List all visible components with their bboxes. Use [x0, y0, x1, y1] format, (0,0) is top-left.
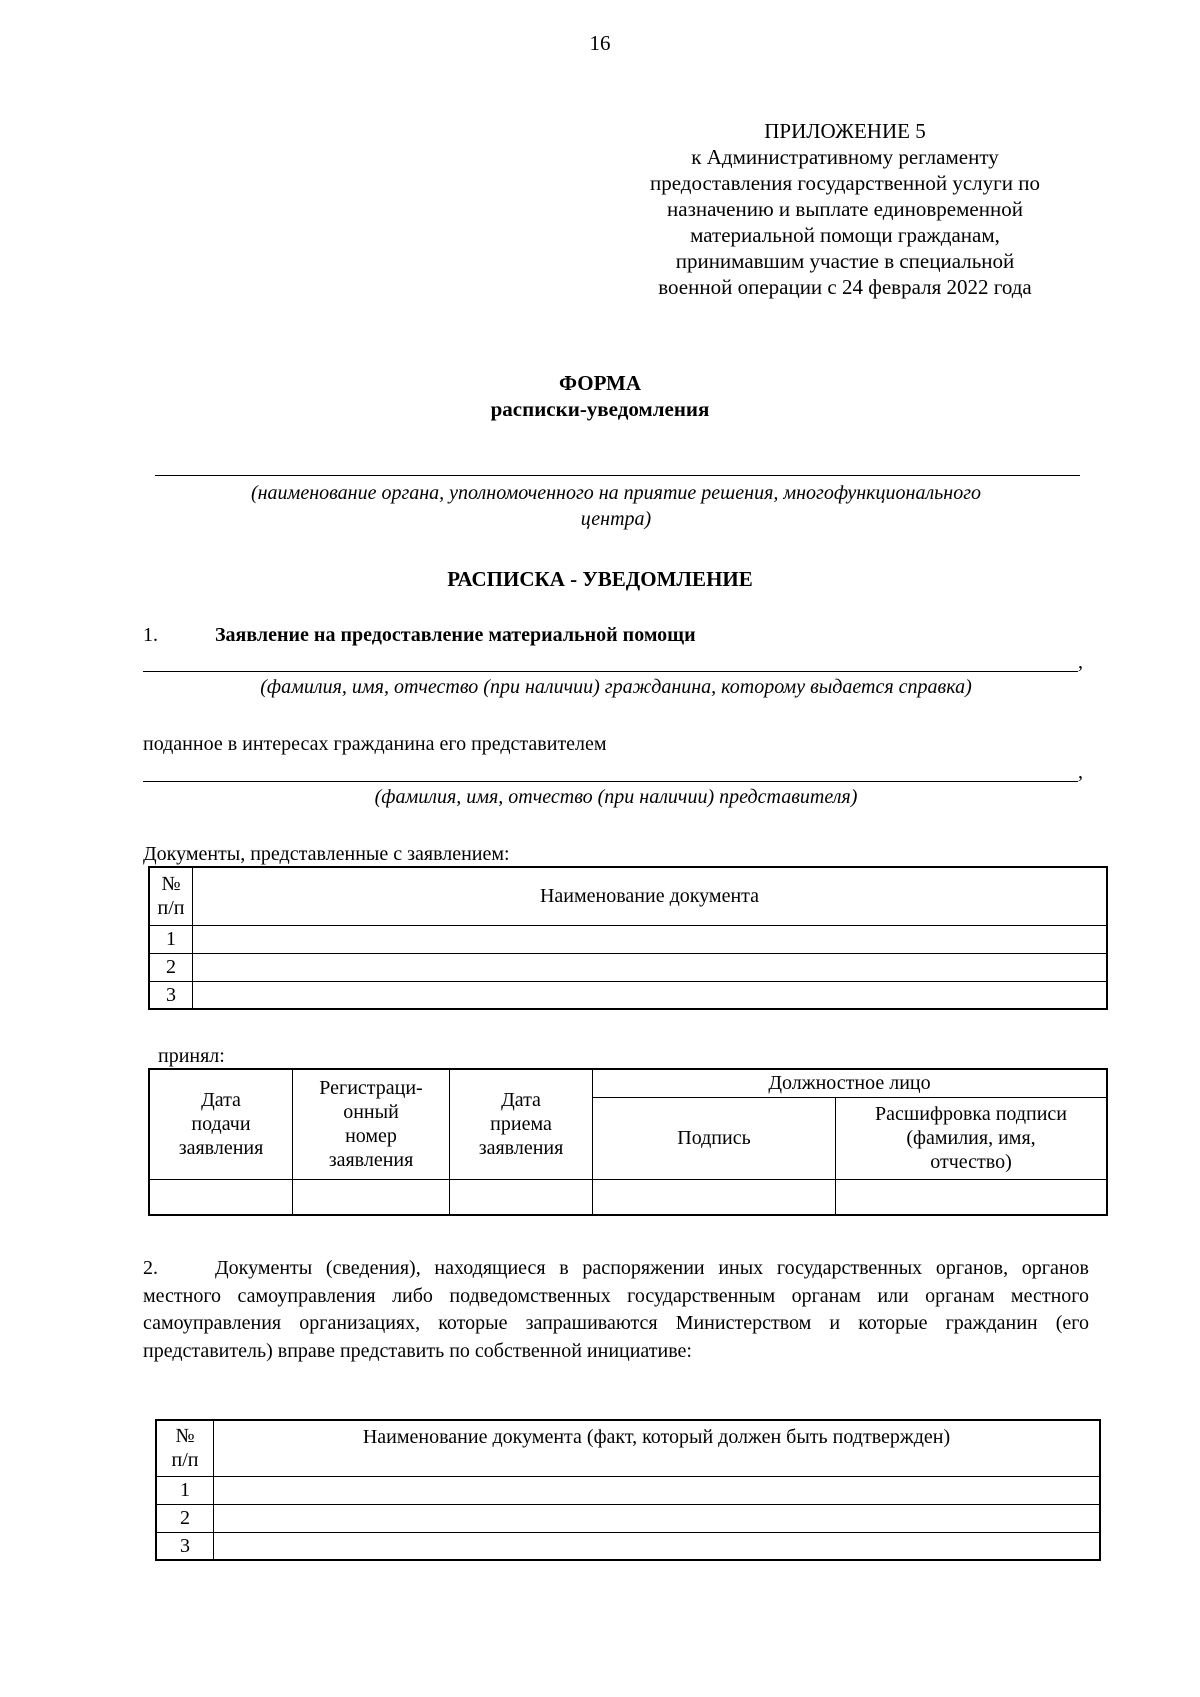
header-line: отчество) [930, 1151, 1012, 1173]
representative-text: поданное в интересах гражданина его представителем [143, 733, 607, 755]
appendix-line: материальной помощи гражданам, [690, 223, 1000, 247]
citizen-note: (фамилия, имя, отчество (при наличии) гражданина, которому выдается справка) [260, 676, 972, 698]
table-row [156, 1532, 1100, 1560]
appendix-line: предоставления государственной услуги по [650, 171, 1040, 195]
organ-note-line2: центра) [580, 508, 652, 530]
documents-label: Документы, представленные с заявлением: [143, 843, 510, 865]
form-title [0, 370, 1200, 422]
representative-comma: , [1078, 761, 1083, 783]
col-name-header: Наименование документа (факт, который должен быть подтвержден) [214, 1420, 1101, 1476]
row-cell[interactable] [214, 1504, 1101, 1532]
col-name-header: Наименование документа [193, 867, 1108, 925]
receipt-title: РАСПИСКА - УВЕДОМЛЕНИЕ [447, 567, 753, 591]
header-line: заявления [478, 1137, 564, 1160]
col-decode-header [836, 1097, 1108, 1179]
documents-table [148, 866, 1108, 1010]
col-num-line2: п/п [171, 1449, 199, 1472]
row-number: 2 [149, 953, 193, 981]
row-cell[interactable] [193, 981, 1108, 1009]
organ-blank-line [155, 475, 1080, 476]
date-accept-cell[interactable] [450, 1179, 593, 1215]
header-line: Дата [201, 1089, 241, 1112]
table-row [156, 1476, 1100, 1504]
table-row [149, 953, 1107, 981]
form-title-line2: расписки-уведомления [490, 397, 710, 421]
row-cell[interactable] [214, 1476, 1101, 1504]
row-cell[interactable] [193, 953, 1108, 981]
appendix-line: к Административному регламенту [691, 145, 999, 169]
header-line: онный [343, 1101, 399, 1124]
page-number: 16 [589, 31, 611, 55]
organ-note [143, 480, 1089, 532]
documents-table-2 [155, 1419, 1101, 1561]
row-number: 1 [149, 925, 193, 953]
header-line: Дата [501, 1089, 541, 1112]
appendix-header [610, 118, 1080, 300]
item1-title-text: Заявление на предоставление материальной помощи [215, 624, 696, 646]
header-line: Расшифровка подписи [875, 1103, 1067, 1125]
header-line: приема [490, 1113, 552, 1136]
col-num-line1: № [161, 873, 181, 896]
table-header-row [149, 1069, 1107, 1097]
representative-blank-line [143, 781, 1078, 782]
header-line: Регистраци- [319, 1077, 423, 1100]
table-row [156, 1504, 1100, 1532]
row-number: 3 [149, 981, 193, 1009]
table-header-row [149, 867, 1107, 925]
header-line: (фамилия, имя, [906, 1127, 1036, 1149]
row-number: 2 [156, 1504, 214, 1532]
item1-number: 1. [143, 624, 158, 646]
organ-note-line1: (наименование органа, уполномоченного на приятие решения, многофункционального [250, 482, 982, 504]
row-cell[interactable] [193, 925, 1108, 953]
col-num-header [149, 867, 193, 925]
col-num-line1: № [175, 1425, 195, 1448]
form-title-line1: ФОРМА [558, 371, 642, 395]
appendix-line: военной операции с 24 февраля 2022 года [658, 275, 1032, 299]
item2-text: Документы (сведения), находящиеся в распоряжении иных государственных органов, органов местного самоуправления либо подведомственных государственным органам или органам местного самоуправления организациях, которые запрашиваются Министерством и которые гражданин (его представитель) вправе представить по собственной инициативе: [143, 1257, 1089, 1362]
col-date-accept-header [450, 1069, 593, 1179]
decode-cell[interactable] [836, 1179, 1108, 1215]
table-row [149, 925, 1107, 953]
header-line: подачи [191, 1113, 251, 1136]
col-signature-header: Подпись [593, 1097, 836, 1179]
item2-number: 2. [143, 1257, 158, 1279]
header-line: заявления [328, 1149, 414, 1172]
header-line: номер [345, 1125, 397, 1148]
appendix-line: ПРИЛОЖЕНИЕ 5 [764, 119, 926, 143]
item1-title [143, 623, 696, 648]
signature-cell[interactable] [593, 1179, 836, 1215]
table-row [149, 981, 1107, 1009]
header-line: заявления [178, 1137, 264, 1160]
col-date-submit-header [149, 1069, 293, 1179]
accepted-label: принял: [158, 1045, 225, 1067]
citizen-blank-line [143, 671, 1078, 672]
row-cell[interactable] [214, 1532, 1101, 1560]
col-official-header: Должностное лицо [593, 1069, 1108, 1097]
col-reg-number-header [293, 1069, 450, 1179]
col-num-header [156, 1420, 214, 1476]
accepted-table [148, 1068, 1108, 1216]
table-header-row [156, 1420, 1100, 1476]
citizen-comma: , [1078, 651, 1083, 673]
col-num-line2: п/п [157, 897, 185, 920]
row-number: 1 [156, 1476, 214, 1504]
reg-number-cell[interactable] [293, 1179, 450, 1215]
item2-paragraph [143, 1255, 1089, 1365]
date-submit-cell[interactable] [149, 1179, 293, 1215]
representative-note: (фамилия, имя, отчество (при наличии) представителя) [374, 786, 858, 808]
appendix-line: назначению и выплате единовременной [667, 197, 1023, 221]
appendix-line: принимавшим участие в специальной [675, 249, 1015, 273]
table-row [149, 1179, 1107, 1215]
row-number: 3 [156, 1532, 214, 1560]
